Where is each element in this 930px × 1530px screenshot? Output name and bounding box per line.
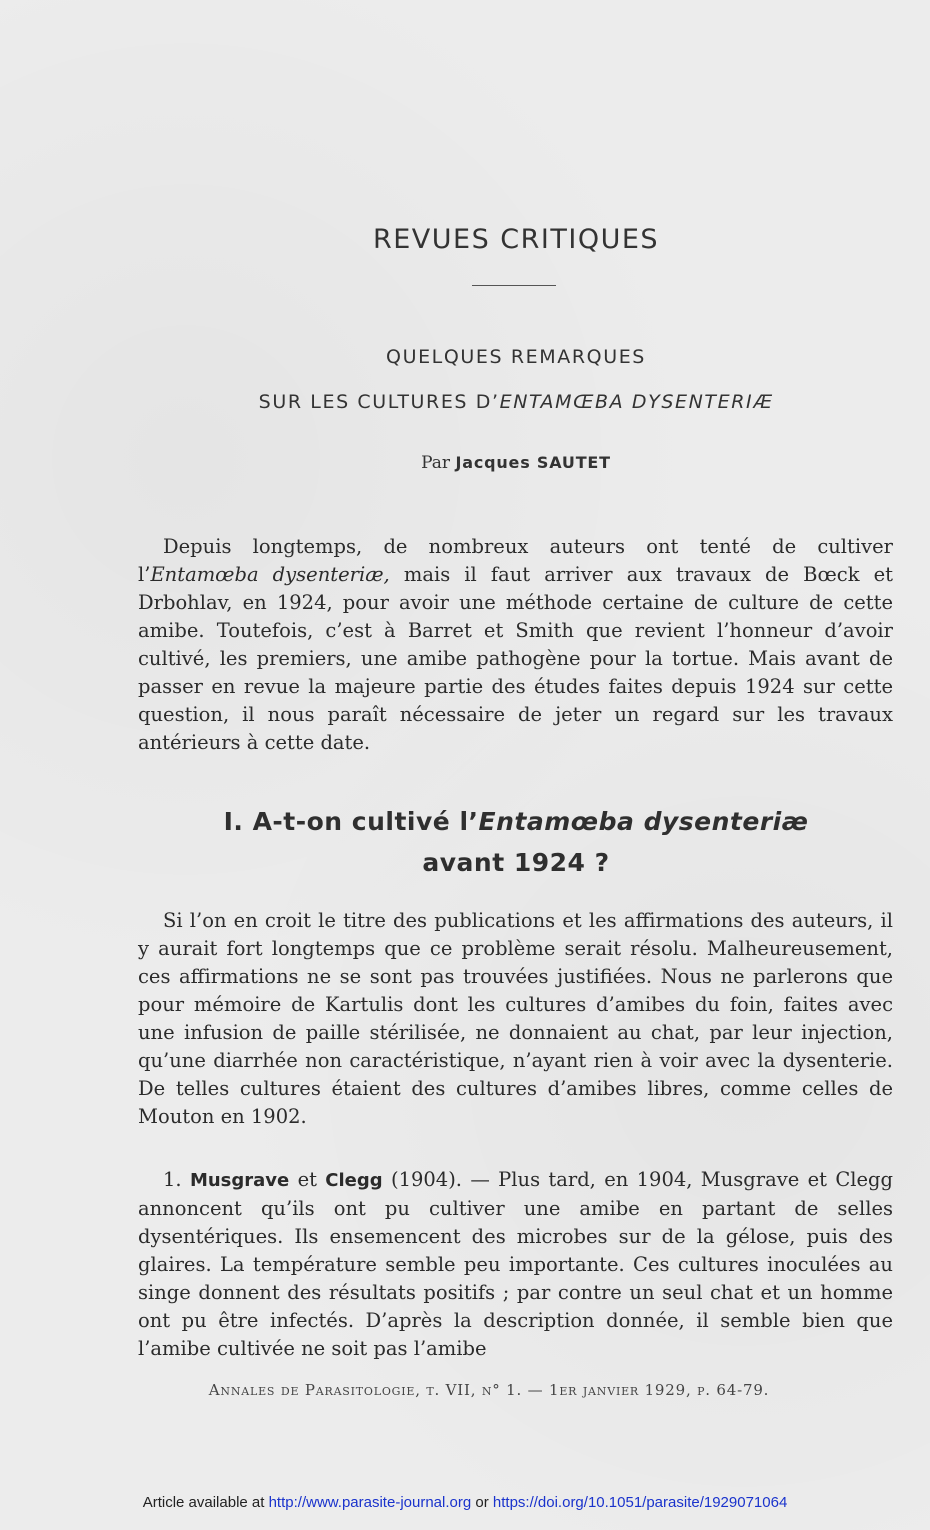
title-divider [472,285,556,286]
section-heading-prefix: I. A-t-on cultivé l’ [223,807,479,836]
article-title-line2 [0,391,930,413]
paragraph-intro-species: Entamœba dysenteriæ, [150,563,390,586]
section-title: REVUES CRITIQUES [372,224,660,255]
paragraph-musgrave-clegg [138,1166,893,1363]
paragraph-number: 1. [163,1168,182,1191]
author-musgrave: Musgrave [189,1170,290,1191]
availability-or: or [475,1494,489,1511]
author-name: Jacques SAUTET [455,453,611,472]
paragraph-intro-part2: mais il faut arriver aux travaux de Bœck et Drbohlav, en 1924, pour avoir une méthode certaine de culture de cette amibe. Toutefois, c’est à Barret et Smith que revient l’honneur d’avoir cultivé, les premiers, une amibe pathogène pour la tortue. Mais avant de passer en revue la majeure partie des études faites depuis 1924 sur cette question, il nous paraît nécessaire de jeter un regard sur les travaux antérieurs à cette date. [138,563,894,754]
section-heading-line2: avant 1924 ? [422,848,610,877]
section-heading-species: Entamœba dysenteriæ [478,807,809,836]
journal-citation: Annales de Parasitologie, t. VII, n° 1. — 1er janvier 1929, p. 64-79. [208,1381,770,1399]
byline [0,453,930,473]
section-heading-line1 [0,807,930,836]
paragraph-musgrave-text: (1904). — Plus tard, en 1904, Musgrave et Clegg annoncent qu’ils ont pu cultiver une amibe en partant de selles dysentériques. Ils ensemencent des microbes sur de la gélose, puis des glaires. La température semble peu importante. Ces cultures inoculées au singe donnent des résultats positifs ; par contre un seul chat et un homme ont pu être infectés. D’après la description donnée, il semble bien que l’amibe cultivée ne soit pas l’amibe [138,1168,893,1360]
journal-link[interactable]: http://www.parasite-journal.org [268,1494,472,1511]
article-title-line1: QUELQUES REMARQUES [386,346,646,368]
author-clegg: Clegg [325,1170,383,1191]
conjunction-et: et [297,1168,317,1191]
paragraph-history [138,907,893,1131]
paragraph-intro-part1: Depuis longtemps, de nombreux auteurs ont tenté de cultiver l’ [138,535,893,586]
availability-notice [0,1494,930,1511]
article-title-prefix: SUR LES CULTURES D’ [258,391,500,413]
paragraph-intro [138,533,893,757]
doi-link[interactable]: https://doi.org/10.1051/parasite/1929071064 [492,1494,788,1511]
paragraph-history-text: Si l’on en croit le titre des publications et les affirmations des auteurs, il y aurait fort longtemps que ce problème serait résolu. Malheureusement, ces affirmations ne se sont pas trouvées justifiées. Nous ne parlerons que pour mémoire de Kartulis dont les cultures d’amibes du foin, faites avec une infusion de paille stérilisée, ne donnaient au chat, par leur injection, qu’une diarrhée non caractéristique, n’ayant rien à voir avec la dysenterie. De telles cultures étaient des cultures d’amibes libres, comme celles de Mouton en 1902. [138,909,893,1128]
availability-prefix: Article available at [142,1494,265,1511]
byline-prefix: Par [421,453,451,473]
article-title-species: ENTAMŒBA DYSENTERIÆ [499,391,774,413]
